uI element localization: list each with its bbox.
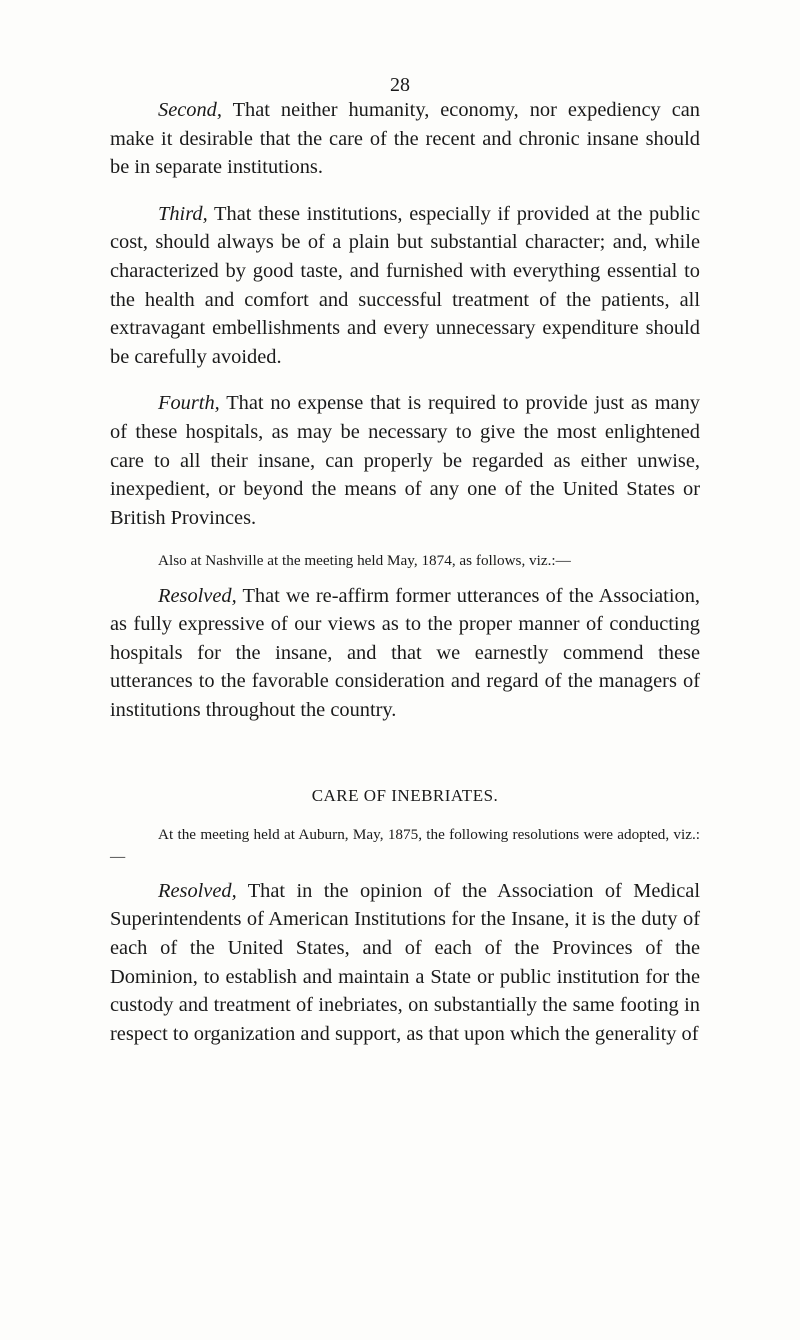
section-heading: CARE OF INEBRIATES.: [311, 786, 499, 806]
paragraph-fourth: [110, 389, 700, 532]
paragraph-text: That neither humanity, economy, nor expediency can make it desirable that the care of the recent and chronic insane should be in separate institutions.: [110, 99, 700, 179]
paragraph-third: [110, 200, 700, 372]
paragraph-text: That in the opinion of the Association of Medical Superintendents of American Institutions for the Insane, it is the duty of each of the United States, and of each of the Provinces of the Dominion, to establish and maintain a State or public institution for the custody and treatment of inebriates, on substantially the same footing in respect to organization and support, as that upon which the generality of: [110, 879, 700, 1045]
paragraph-text: That no expense that is required to provide just as many of these hospitals, as may be necessary to give the most enlightened care to all their insane, can properly be regarded as either unwise, inexpedient, or beyond the means of any one of the United States or British Provinces.: [110, 392, 700, 529]
paragraph-text: That we re-affirm former utterances of the Association, as fully expressive of our views as to the proper manner of conducting hospitals for the insane, and that we earnestly commend these utterances to the favorable consideration and regard of the managers of institutions throughout the country.: [110, 584, 700, 721]
paragraph-resolved-2: [110, 877, 700, 1049]
paragraph-lead: Resolved,: [158, 879, 237, 902]
auburn-note: At the meeting held at Auburn, May, 1875, the following resolutions were adopted, viz.:—: [110, 826, 700, 865]
nashville-note: Also at Nashville at the meeting held May, 1874, as follows, viz.:—: [158, 552, 571, 570]
paragraph-resolved-1: [110, 582, 700, 725]
paragraph-lead: Third,: [158, 202, 208, 225]
page-number: 28: [390, 74, 410, 96]
paragraph-text: That these institutions, especially if provided at the public cost, should always be of a plain but substantial character; and, while characterized by good taste, and furnished with everything essential to the health and comfort and successful treatment of the patients, all extravagant embellishments and every unnecessary expenditure should be carefully avoided.: [110, 202, 700, 368]
paragraph-lead: Resolved,: [158, 584, 237, 607]
paragraph-second: [110, 96, 700, 182]
paragraph-lead: Second,: [158, 99, 222, 121]
body-text: [110, 96, 700, 1048]
paragraph-lead: Fourth,: [158, 392, 220, 415]
